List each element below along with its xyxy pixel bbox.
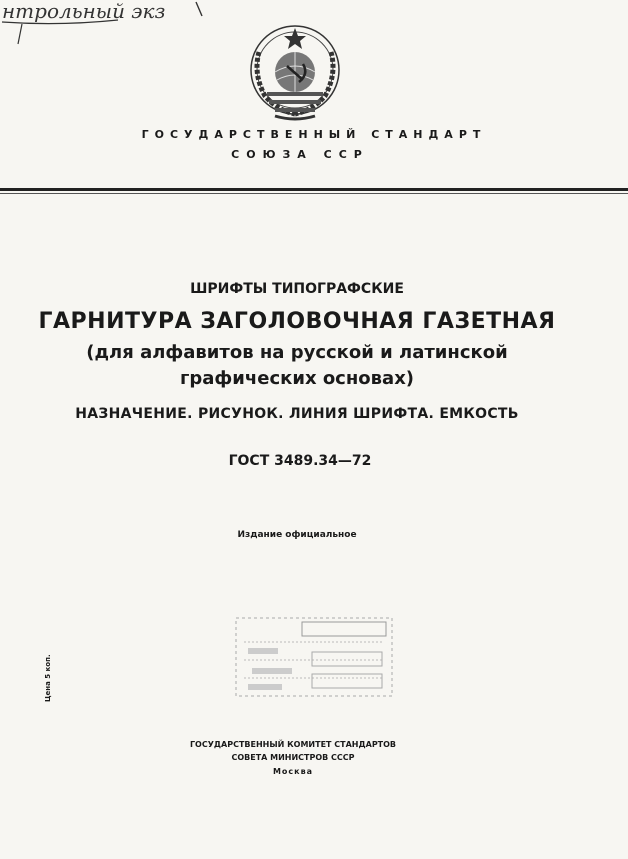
gost-number: ГОСТ 3489.34—72 xyxy=(228,453,372,469)
faded-stamp-icon xyxy=(232,612,396,702)
title-subtitle-line-1: (для алфавитов на русской и латинской xyxy=(86,342,508,363)
header-line-2: СОЮЗА ССР xyxy=(231,148,369,161)
divider-thin xyxy=(0,193,628,194)
page-title: ГАРНИТУРА ЗАГОЛОВОЧНАЯ ГАЗЕТНАЯ xyxy=(38,309,556,334)
publisher-line-1: ГОСУДАРСТВЕННЫЙ КОМИТЕТ СТАНДАРТОВ xyxy=(189,740,397,749)
title-subtitle-line-2: графических основах) xyxy=(179,368,415,389)
divider-thick xyxy=(0,188,628,191)
title-category: ШРИФТЫ ТИПОГРАФСКИЕ xyxy=(190,281,404,297)
svg-text:нтрольный экз: нтрольный экз xyxy=(2,0,166,23)
price-label: Цена 5 коп. xyxy=(44,654,52,702)
header-line-1: ГОСУДАРСТВЕННЫЙ СТАНДАРТ xyxy=(141,128,487,141)
publisher-city: Москва xyxy=(272,767,314,776)
publisher-line-2: СОВЕТА МИНИСТРОВ СССР xyxy=(231,753,355,762)
edition-label: Издание официальное xyxy=(237,530,357,540)
handwritten-note xyxy=(0,0,230,50)
title-purpose: НАЗНАЧЕНИЕ. РИСУНОК. ЛИНИЯ ШРИФТА. ЕМКОСТЬ xyxy=(75,406,519,422)
ussr-state-emblem-icon xyxy=(247,22,343,122)
